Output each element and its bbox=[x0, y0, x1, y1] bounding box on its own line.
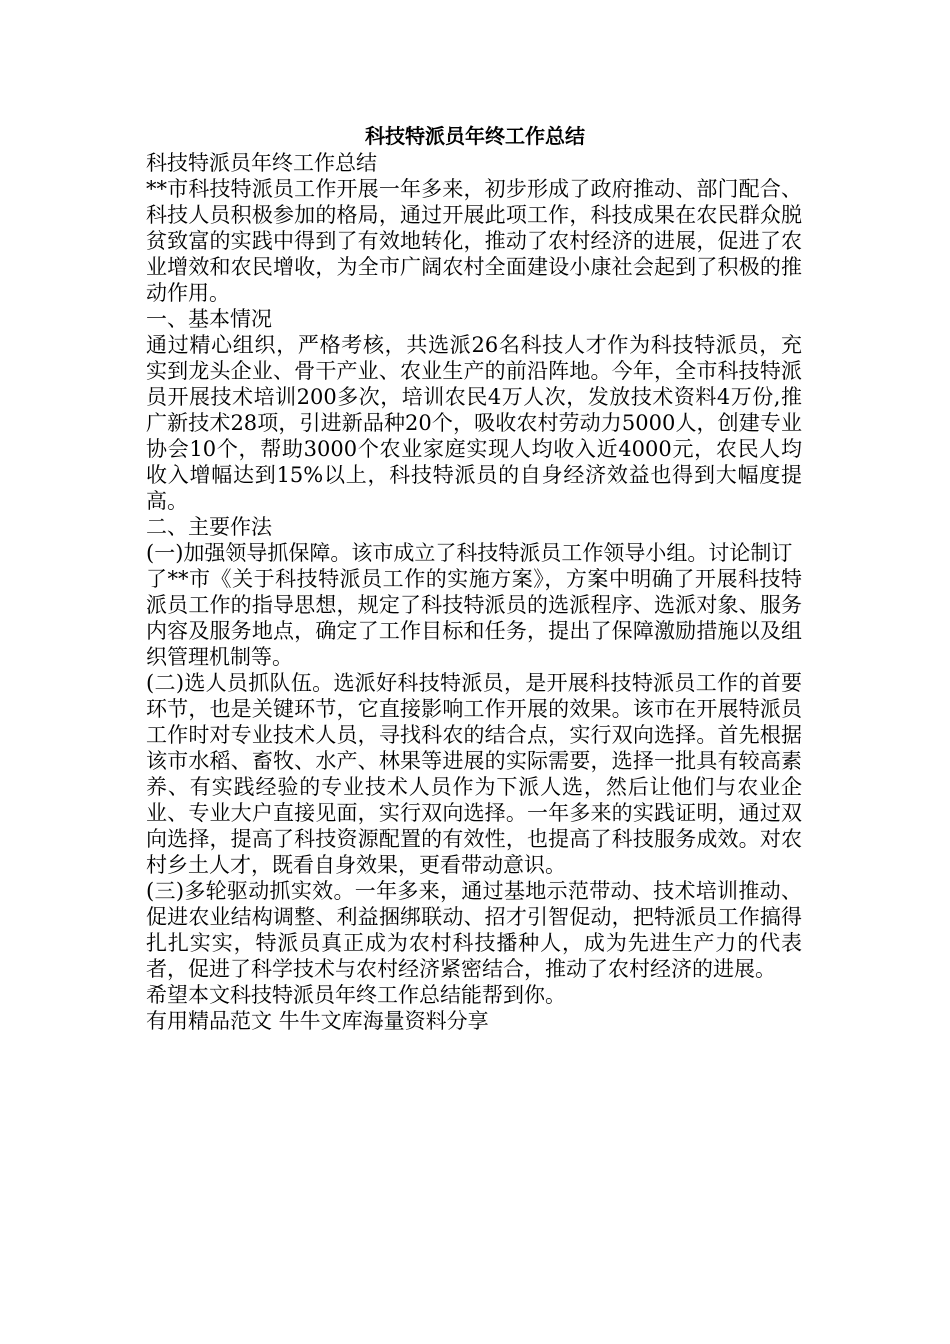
document-body bbox=[146, 150, 802, 1034]
document-subtitle: 科技特派员年终工作总结 bbox=[146, 151, 377, 175]
method-one-paragraph: (一)加强领导抓保障。该市成立了科技特派员工作领导小组。讨论制订 bbox=[146, 541, 793, 565]
method-three-paragraph: (三)多轮驱动抓实效。一年多来，通过基地示范带动、技术培训推动、促进农业结构调整、利益捆绑联动、招才引智促动，把特派员工作搞得扎扎实实，特派员真正成为农村科技播种人，成为先进生产力的代表者，促进了科学技术与农村经济紧密结合，推动了农村经济的进展。 bbox=[146, 879, 802, 981]
basic-situation-paragraph: 通过精心组织，严格考核，共选派26名科技人才作为科技特派员，充实到龙头企业、骨干产业、农业生产的前沿阵地。今年，全市科技特派员开展技术培训200多次，培训农民4万人次，发放技术资料4万份,推广新技术28项，引进新品种20个，吸收农村劳动力5000人，创建专业协会10个，帮助3000个农业家庭实现人均收入近4000元，农民人均收入增幅达到15%以上，科技特派员的自身经济效益也得到大幅度提高。 bbox=[146, 333, 802, 513]
section-heading-basic-situation: 一、基本情况 bbox=[146, 307, 272, 331]
section-heading-main-methods: 二、主要作法 bbox=[146, 515, 272, 539]
method-one-continuation: 了**市《关于科技特派员工作的实施方案》，方案中明确了开展科技特派员工作的指导思想，规定了科技特派员的选派程序、选派对象、服务内容及服务地点，确定了工作目标和任务，提出了保障激励措施以及组织管理机制等。 bbox=[146, 567, 802, 669]
document-title: 科技特派员年终工作总结 bbox=[365, 124, 585, 148]
intro-paragraph: **市科技特派员工作开展一年多来，初步形成了政府推动、部门配合、科技人员积极参加的格局，通过开展此项工作，科技成果在农民群众脱贫致富的实践中得到了有效地转化，推动了农村经济的进展，促进了农业增效和农民增收，为全市广阔农村全面建设小康社会起到了积极的推动作用。 bbox=[146, 177, 802, 305]
footer-note: 有用精品范文 牛牛文库海量资料分享 bbox=[146, 1009, 489, 1033]
method-two-paragraph: (二)选人员抓队伍。选派好科技特派员，是开展科技特派员工作的首要环节，也是关键环节，它直接影响工作开展的效果。该市在开展特派员工作时对专业技术人员，寻找科农的结合点，实行双向选择。首先根据该市水稻、畜牧、水产、林果等进展的实际需要，选择一批具有较高素养、有实践经验的专业技术人员作为下派人选，然后让他们与农业企业、专业大户直接见面，实行双向选择。一年多来的实践证明，通过双向选择，提高了科技资源配置的有效性，也提高了科技服务成效。对农村乡土人才，既看自身效果，更看带动意识。 bbox=[146, 671, 802, 877]
closing-line: 希望本文科技特派员年终工作总结能帮到你。 bbox=[146, 983, 566, 1007]
